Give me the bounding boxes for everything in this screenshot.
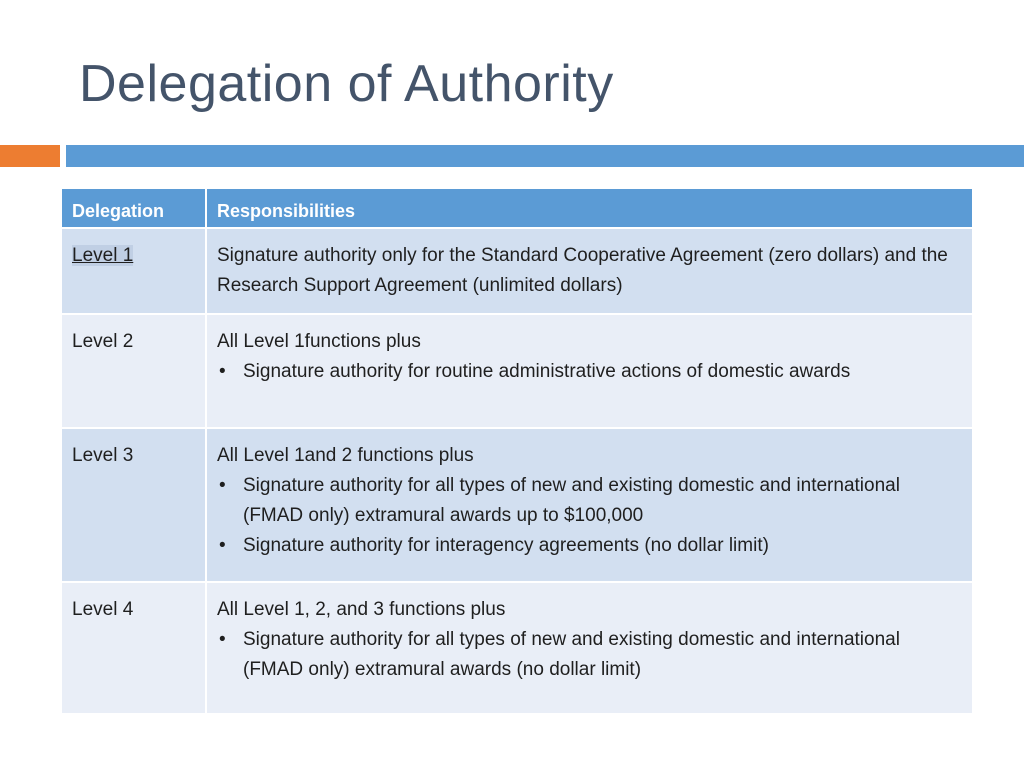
- accent-bar-orange: [0, 145, 60, 167]
- level-cell: [61, 228, 206, 314]
- delegation-table: [60, 187, 974, 715]
- header-delegation: Delegation: [61, 188, 206, 228]
- table-row-level-4: [61, 582, 973, 714]
- level-cell: [61, 428, 206, 582]
- responsibility-intro: All Level 1, 2, and 3 functions plus: [217, 599, 506, 620]
- bullet-item: [219, 625, 962, 685]
- table-row-level-1: [61, 228, 973, 314]
- slide-title: Delegation of Authority: [79, 55, 614, 113]
- responsibility-intro: All Level 1functions plus: [217, 331, 421, 352]
- responsibilities-cell: [206, 228, 973, 314]
- responsibilities-cell: [206, 582, 973, 714]
- level-3-label: Level 3: [72, 445, 134, 466]
- bullet-icon: •: [219, 629, 226, 650]
- bullet-text: Signature authority for all types of new and existing domestic and international (FMAD only) extramural awards up to $100,000: [243, 475, 900, 526]
- bullet-icon: •: [219, 361, 226, 382]
- level-cell: [61, 314, 206, 428]
- bullet-item: [219, 357, 962, 387]
- responsibility-bullets: [217, 471, 962, 561]
- bullet-text: Signature authority for routine administrative actions of domestic awards: [243, 361, 851, 382]
- level-1-label: Level 1: [72, 245, 134, 266]
- responsibility-bullets: [217, 357, 962, 387]
- level-4-label: Level 4: [72, 599, 134, 620]
- bullet-text: Signature authority for all types of new and existing domestic and international (FMAD only) extramural awards (no dollar limit): [243, 629, 900, 680]
- responsibility-bullets: [217, 625, 962, 685]
- header-responsibilities: Responsibilities: [206, 188, 973, 228]
- responsibility-intro: All Level 1and 2 functions plus: [217, 445, 474, 466]
- responsibilities-cell: [206, 314, 973, 428]
- bullet-item: [219, 531, 962, 561]
- level-2-label: Level 2: [72, 331, 134, 352]
- bullet-text: Signature authority for interagency agreements (no dollar limit): [243, 535, 769, 556]
- table-row-level-2: [61, 314, 973, 428]
- bullet-item: [219, 471, 962, 531]
- table-header-row: [61, 188, 973, 228]
- table-row-level-3: [61, 428, 973, 582]
- responsibilities-cell: [206, 428, 973, 582]
- bullet-icon: •: [219, 535, 226, 556]
- delegation-table-container: [60, 187, 972, 715]
- responsibility-intro: Signature authority only for the Standard Cooperative Agreement (zero dollars) and the Research Support Agreement (unlimited dollars): [217, 245, 948, 296]
- level-cell: [61, 582, 206, 714]
- accent-bar-blue: [66, 145, 1024, 167]
- bullet-icon: •: [219, 475, 226, 496]
